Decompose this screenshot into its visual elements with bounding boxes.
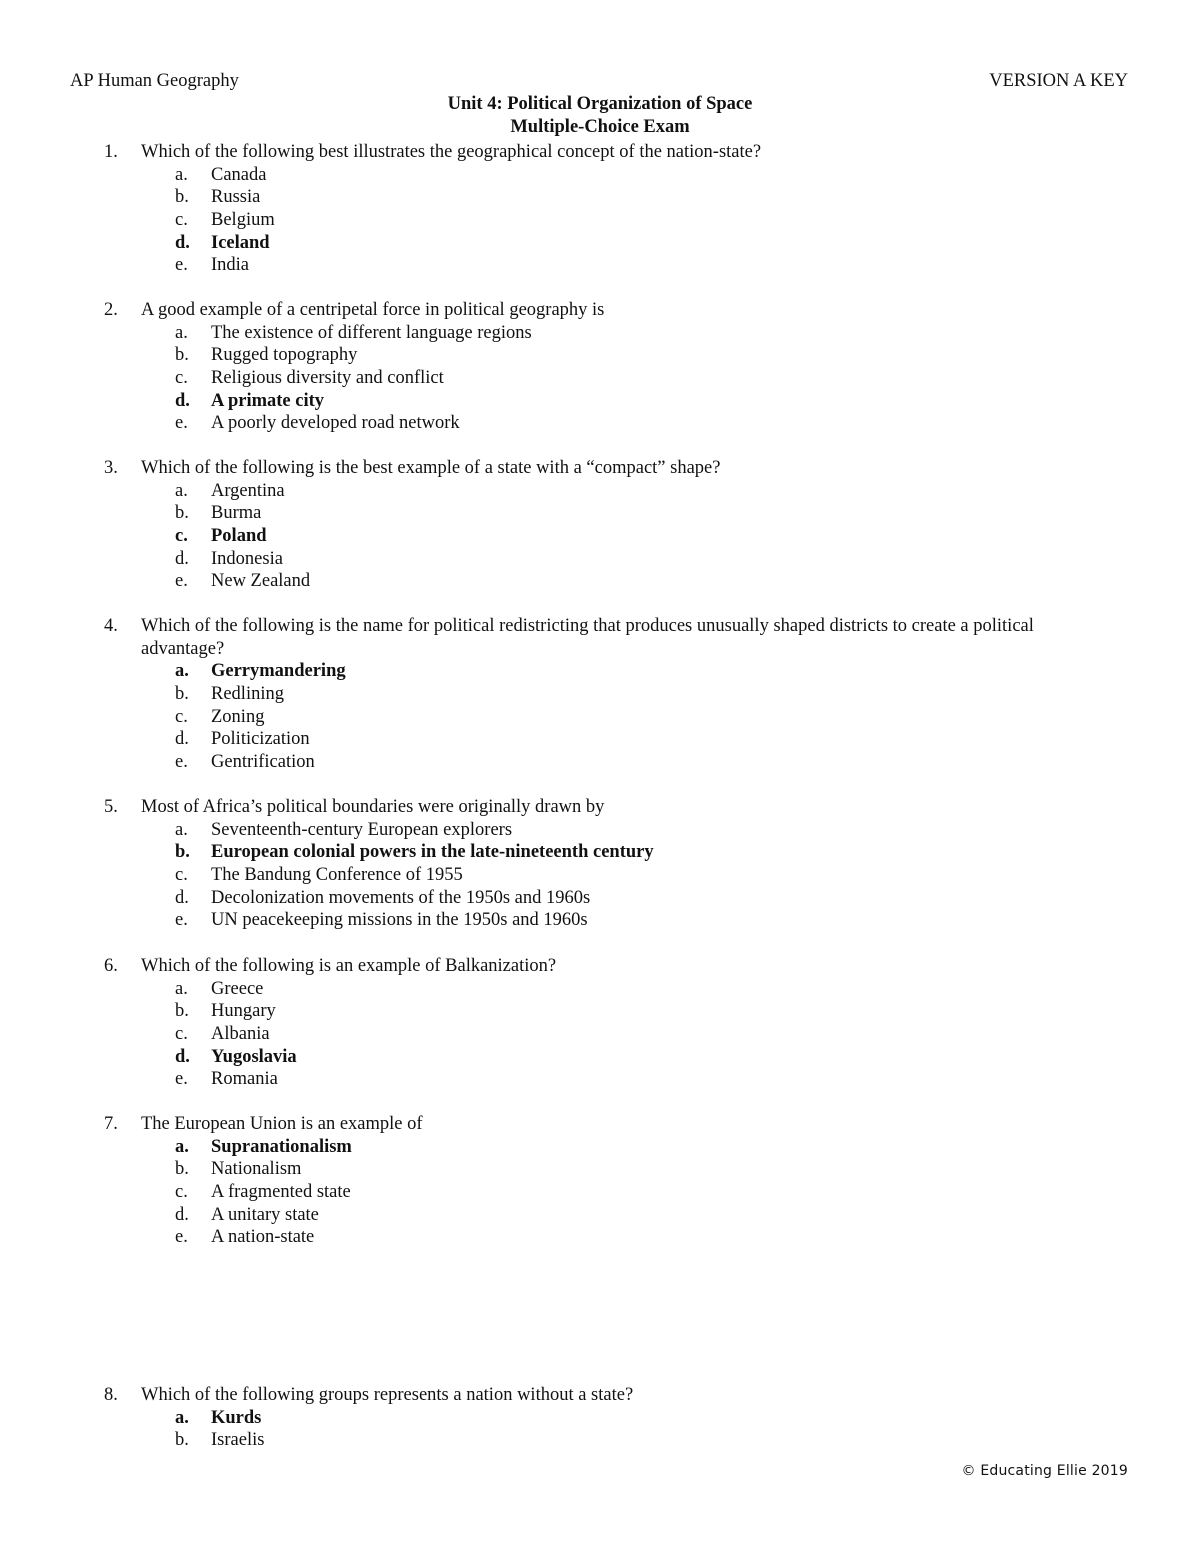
answer-option <box>0 1226 1200 1249</box>
option-letter: b. <box>175 503 189 524</box>
answer-option <box>0 1204 1200 1227</box>
answer-option <box>0 1181 1200 1204</box>
option-text: Romania <box>211 1069 278 1090</box>
answer-option-correct <box>0 660 1200 683</box>
option-letter: c. <box>175 526 188 547</box>
exam-title <box>0 93 1200 138</box>
question-number: 1. <box>104 142 118 162</box>
answer-option <box>0 751 1200 774</box>
question-text: Which of the following is the name for political redistricting that produces unusually shaped districts to create a political advantage? <box>141 616 1034 659</box>
answer-option <box>0 909 1200 932</box>
option-text: Hungary <box>211 1001 276 1022</box>
answer-option-correct <box>0 1046 1200 1069</box>
option-text: Supranationalism <box>211 1136 352 1157</box>
option-text: Yugoslavia <box>211 1046 297 1067</box>
title-line-1: Unit 4: Political Organization of Space <box>447 94 753 114</box>
option-text: Iceland <box>211 232 270 253</box>
option-text: Redlining <box>211 684 284 705</box>
option-text: Zoning <box>211 706 265 727</box>
question-3 <box>0 457 1200 593</box>
option-text: Poland <box>211 526 267 547</box>
answer-option <box>0 344 1200 367</box>
question-stem <box>0 796 1200 819</box>
option-letter: c. <box>175 706 188 727</box>
option-text: A primate city <box>211 390 325 411</box>
answer-option <box>0 412 1200 435</box>
question-number: 5. <box>104 797 118 817</box>
question-stem <box>0 1384 1200 1407</box>
option-text: Decolonization movements of the 1950s and 1960s <box>211 887 591 908</box>
option-letter: c. <box>175 865 188 886</box>
question-4 <box>0 615 1200 774</box>
answer-option <box>0 887 1200 910</box>
option-letter: a. <box>175 661 189 682</box>
question-text: Most of Africa’s political boundaries were originally drawn by <box>141 797 605 817</box>
question-text: Which of the following is the best example of a state with a “compact” shape? <box>141 458 721 478</box>
option-text: Belgium <box>211 210 275 231</box>
answer-option <box>0 570 1200 593</box>
option-text: Albania <box>211 1024 270 1045</box>
answer-option <box>0 978 1200 1001</box>
answer-option <box>0 683 1200 706</box>
answer-option-correct <box>0 525 1200 548</box>
question-text: A good example of a centripetal force in political geography is <box>141 300 605 320</box>
option-text: Canada <box>211 164 267 185</box>
question-8 <box>0 1384 1200 1452</box>
option-text: The existence of different language regions <box>211 322 532 343</box>
option-letter: a. <box>175 978 188 999</box>
title-line-2: Multiple-Choice Exam <box>510 116 690 137</box>
answer-option-correct <box>0 390 1200 413</box>
option-letter: d. <box>175 1204 189 1225</box>
option-text: European colonial powers in the late-nineteenth century <box>211 842 654 863</box>
answer-option-correct <box>0 232 1200 255</box>
question-6 <box>0 955 1200 1091</box>
option-letter: e. <box>175 1227 188 1248</box>
answer-option <box>0 367 1200 390</box>
option-letter: e. <box>175 413 188 434</box>
option-letter: e. <box>175 571 188 592</box>
option-text: Nationalism <box>211 1159 302 1180</box>
answer-option <box>0 322 1200 345</box>
option-letter: e. <box>175 1069 188 1090</box>
question-stem <box>0 457 1200 480</box>
option-text: Israelis <box>211 1430 265 1451</box>
option-text: Kurds <box>211 1407 262 1428</box>
answer-option <box>0 502 1200 525</box>
answer-option <box>0 209 1200 232</box>
option-letter: b. <box>175 1159 189 1180</box>
question-number: 4. <box>104 616 118 636</box>
option-letter: a. <box>175 1136 189 1157</box>
option-letter: c. <box>175 210 188 231</box>
answer-option <box>0 164 1200 187</box>
question-number: 2. <box>104 300 118 320</box>
question-2 <box>0 299 1200 435</box>
option-text: Greece <box>211 978 264 999</box>
option-letter: b. <box>175 1430 189 1451</box>
option-letter: b. <box>175 345 189 366</box>
option-text: Russia <box>211 187 261 208</box>
answer-option <box>0 706 1200 729</box>
option-letter: d. <box>175 390 190 411</box>
answer-option <box>0 1000 1200 1023</box>
question-number: 8. <box>104 1385 118 1405</box>
question-text: Which of the following groups represents a nation without a state? <box>141 1385 634 1405</box>
question-number: 7. <box>104 1114 118 1134</box>
option-text: A poorly developed road network <box>211 413 460 434</box>
answer-option-correct <box>0 1407 1200 1430</box>
question-number: 6. <box>104 956 118 976</box>
answer-option <box>0 480 1200 503</box>
answer-option <box>0 1023 1200 1046</box>
option-letter: d. <box>175 887 189 908</box>
option-letter: a. <box>175 164 188 185</box>
option-text: Religious diversity and conflict <box>211 368 444 389</box>
question-5 <box>0 796 1200 932</box>
option-letter: e. <box>175 910 188 931</box>
option-text: A unitary state <box>211 1204 319 1225</box>
answer-option-correct <box>0 841 1200 864</box>
question-text: The European Union is an example of <box>141 1114 423 1134</box>
question-number: 3. <box>104 458 118 478</box>
answer-option <box>0 1068 1200 1091</box>
option-letter: c. <box>175 1182 188 1203</box>
answer-option-correct <box>0 1136 1200 1159</box>
option-letter: d. <box>175 729 189 750</box>
answer-option <box>0 819 1200 842</box>
question-text: Which of the following best illustrates the geographical concept of the nation-state? <box>141 142 762 162</box>
option-text: Politicization <box>211 729 310 750</box>
option-letter: e. <box>175 752 188 773</box>
option-text: UN peacekeeping missions in the 1950s and 1960s <box>211 910 588 931</box>
option-text: Burma <box>211 503 262 524</box>
option-text: Rugged topography <box>211 345 358 366</box>
option-text: Argentina <box>211 480 285 501</box>
answer-option <box>0 1158 1200 1181</box>
option-letter: a. <box>175 322 188 343</box>
option-letter: a. <box>175 480 188 501</box>
option-letter: d. <box>175 1046 190 1067</box>
answer-option <box>0 186 1200 209</box>
question-1 <box>0 141 1200 277</box>
answer-option <box>0 548 1200 571</box>
question-stem <box>0 299 1200 322</box>
answer-option <box>0 728 1200 751</box>
answer-option <box>0 1429 1200 1452</box>
question-stem <box>0 1113 1200 1136</box>
option-text: Seventeenth-century European explorers <box>211 819 513 840</box>
course-name: AP Human Geography <box>70 71 239 91</box>
version-label: VERSION A KEY <box>989 71 1128 91</box>
option-letter: a. <box>175 1407 189 1428</box>
question-stem <box>0 955 1200 978</box>
question-stem <box>0 141 1200 164</box>
option-text: A fragmented state <box>211 1182 351 1203</box>
option-letter: b. <box>175 684 189 705</box>
option-text: Gentrification <box>211 752 315 773</box>
option-letter: c. <box>175 1024 188 1045</box>
option-text: New Zealand <box>211 571 311 592</box>
answer-option <box>0 254 1200 277</box>
option-letter: b. <box>175 187 189 208</box>
option-letter: a. <box>175 819 188 840</box>
question-text: Which of the following is an example of Balkanization? <box>141 956 557 976</box>
option-text: A nation-state <box>211 1227 315 1248</box>
option-letter: d. <box>175 548 189 569</box>
option-text: Gerrymandering <box>211 661 346 682</box>
option-letter: c. <box>175 368 188 389</box>
question-stem <box>0 615 1200 660</box>
option-text: India <box>211 255 250 276</box>
option-letter: d. <box>175 232 190 253</box>
option-text: Indonesia <box>211 548 283 569</box>
option-letter: b. <box>175 1001 189 1022</box>
answer-option <box>0 864 1200 887</box>
option-text: The Bandung Conference of 1955 <box>211 865 463 886</box>
copyright-footer: © Educating Ellie 2019 <box>961 1463 1128 1479</box>
option-letter: b. <box>175 842 190 863</box>
question-7 <box>0 1113 1200 1249</box>
option-letter: e. <box>175 255 188 276</box>
